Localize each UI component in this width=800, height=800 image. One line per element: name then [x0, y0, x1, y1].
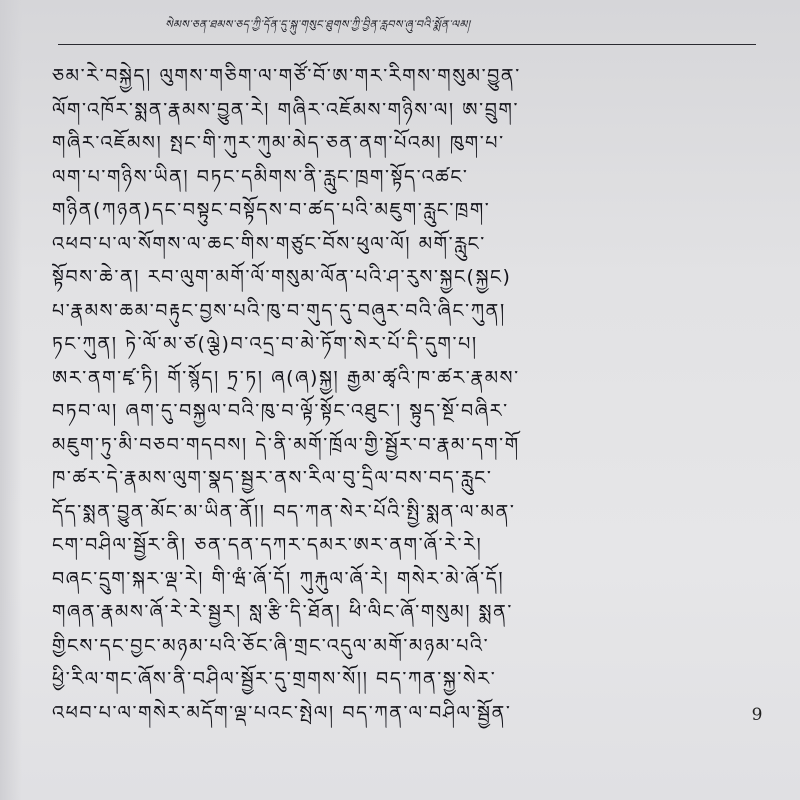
header-rule — [58, 44, 756, 45]
text-line: པ་རྣམས་ཆམ་བརྟུང་བྱས་པའི་ཁུ་བ་གུད་དུ་བཞུར་བའི་ཞིང་ཀུན། — [52, 299, 506, 322]
text-line: ཁ་ཚར་དེ་རྣམས་ལུག་སྣད་སྦྱར་ནས་རིལ་བུ་དྲིལ་བས་བད་རླུང་ — [52, 467, 493, 489]
text-line: ལག་པ་གཉིས་ཡིན། བཏང་དམིགས་ནི་རླུང་ཁྲག་སྟོད་འཚང་ — [52, 165, 469, 188]
text-line: མཇུག་ཏུ་མི་བཅབ་གདབས། དེ་ནི་མགོ་ཁྲོལ་གྱི་སྦྱོར་བ་རྣམ་དག་གོ — [52, 433, 520, 456]
text-line: དོད་སྨན་བྱུན་མོང་མ་ཡིན་ནོ།། བད་ཀན་སེར་པོའི་སྤྱི་སྨན་ལ་མན་ — [52, 500, 516, 523]
body-text — [52, 60, 762, 730]
text-line: གཞིར་འཇོམས། སྤང་གི་ཀུར་ཀུམ་མེད་ཅན་ནག་པོའམ། ཁུག་པ་ — [52, 132, 505, 154]
text-line: ཏང་ཀུན། ཏེ་ལོ་མ་ཙ(ལྕེ)བ་འདྲ་བ་མེ་ཏོག་སེར་པོ་དི་དུག་པ། — [52, 333, 478, 355]
text-line: ལོག་འཁོར་སྨན་རྣམས་བྱུན་རེ། གཞིར་འཇོམས་གཉིས་ལ། ཨ་བྲུག་ — [52, 98, 520, 121]
text-line: གཉིན(ཀཉན)དང་བསྟུང་བསྟོདས་བ་ཚད་པའི་མཇུག་རླུང་ཁྲག་ — [52, 199, 491, 221]
text-line: སྟོབས་ཆེ་ན། རབ་ལུག་མགོ་ལོ་གསུམ་ལོན་པའི་ཤ་རུས་སྐྱང(སྐྱང) — [52, 266, 512, 288]
text-line: ཕྱི་རིལ་གང་ཞོས་ནི་བཤིལ་སྦྱོར་དུ་གྲགས་སོ།། བད་ཀན་སྐྱ་སེར་ — [52, 668, 497, 690]
text-line: འཕབ་པ་ལ་གསེར་མདོག་ལྡ་པའང་སྤེལ། བད་ཀན་ལ་བཤིལ་སྦྱོན་ — [52, 701, 512, 724]
page-gutter-shadow — [0, 0, 22, 800]
running-head: སེམས་ཅན་ཐམས་ཅད་ཀྱི་དོན་དུ་སྐུ་གསུང་ཐུགས་ཀྱི་བྱིན་རླབས་ཞུ་བའི་སྨོན་ལམ། — [165, 18, 471, 31]
text-line: གྱིངས་དང་བྱང་མཉམ་པའི་ཅོང་ཞི་གྲང་འདུལ་མགོ་མཉམ་པའི་ — [52, 634, 490, 657]
text-line: ཨར་ནག་ཛྭ་ཏི། གོ་སྙོད། ཏྲ་ཏ། ཞ(ཞ)སྐྱ། རྒྱམ་ཚྭའི་ཁ་ཚར་རྣམས་ — [52, 366, 520, 389]
text-line: ངག་བཤིལ་སྦྱོར་ནི། ཅན་དན་དཀར་དམར་ཨར་ནག་ཞོ་རེ་རེ། — [52, 534, 483, 556]
text-line: བཏབ་ལ། ཞག་དུ་བསྐྱལ་བའི་ཁུ་བ་ལྟོ་སྟོང་འཐུང་། སྟུད་སྔོ་བཞིར་ — [52, 400, 509, 422]
text-line: བཞང་དྲུག་སྐར་ལྡ་རེ། གི་ཝཾ་ཞོ་དོ། ཀུརྐུལ་ཞོ་རེ། གསེར་མེ་ཞོ་དོ། — [52, 567, 505, 590]
text-line: གཞན་རྣམས་ཞོ་རེ་རེ་སྦྱར། སླ་རྩི་དི་ཐོན། ཕི་ལིང་ཞོ་གསུམ། སྨན་ — [52, 601, 513, 623]
text-line: འཕབ་པ་ལ་སོགས་ལ་ཆང་གིས་གཙུང་བོས་ཕུལ་ལོ། མགོ་རླུང་ — [52, 232, 486, 255]
text-line: ཅམ་རེ་བསྐྱེད། ལུགས་གཅིག་ལ་གཙོ་བོ་ཨ་གར་རིགས་གསུམ་བྱུན་ — [52, 65, 521, 87]
page-number: 9 — [751, 705, 763, 725]
